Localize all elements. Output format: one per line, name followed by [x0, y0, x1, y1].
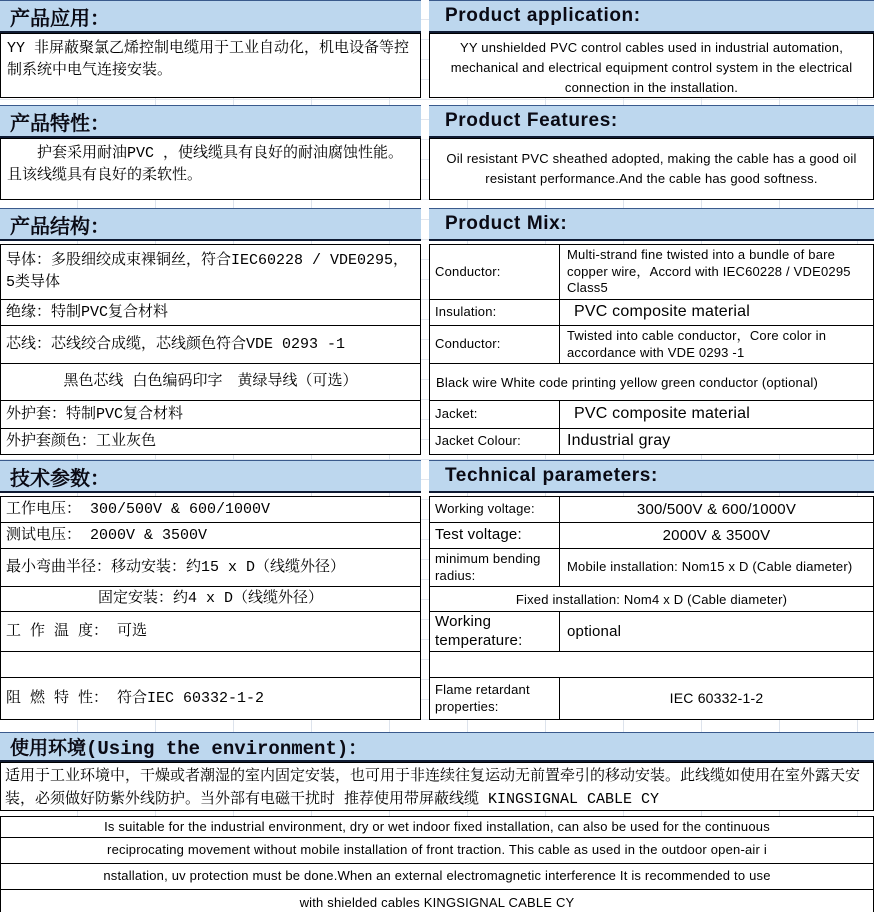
tech-table-zh — [0, 496, 421, 720]
mix-zh-row-jacket-colour: 外护套颜色：工业灰色 — [1, 429, 420, 454]
tech-en-value-fixed-install: Fixed installation: Nom4 x D (Cable diameter) — [515, 591, 788, 607]
mix-en-value-colors: Black wire White code printing yellow green conductor (optional) — [436, 374, 819, 390]
environment-header — [0, 732, 874, 762]
features-header-zh — [0, 105, 421, 138]
mix-table-zh — [0, 244, 421, 455]
application-title-en: Product application: — [445, 5, 641, 26]
tech-en-value-test-voltage: 2000V & 3500V — [662, 526, 771, 544]
section-tech-headers — [0, 460, 874, 493]
section-mix-headers — [0, 208, 874, 241]
application-header-zh — [0, 0, 421, 33]
tech-en-row-working-voltage — [430, 497, 873, 523]
features-body-zh: 护套采用耐油PVC ，使线缆具有良好的耐油腐蚀性能。且该线缆具有良好的柔软性。 — [0, 138, 421, 200]
tech-en-row-bending-radius — [430, 549, 873, 587]
tech-en-value-empty — [430, 663, 873, 667]
tech-en-label-working-voltage: Working voltage: — [430, 497, 560, 522]
environment-en-line-4: with shielded cables KINGSIGNAL CABLE CY — [299, 894, 575, 910]
tech-zh-row-working-temp: 工 作 温 度： 可选 — [1, 612, 420, 652]
tech-en-row-empty — [430, 652, 873, 678]
tech-en-label-flame-retardant: Flame retardant properties: — [430, 678, 560, 719]
tech-en-label-working-temp: Working temperature: — [430, 612, 560, 651]
application-body-zh: YY 非屏蔽聚氯乙烯控制电缆用于工业自动化，机电设备等控制系统中电气连接安装。 — [0, 33, 421, 98]
tech-en-value-working-temp: optional — [567, 622, 622, 640]
mix-en-label-jacket: Jacket: — [430, 401, 560, 428]
tech-zh-row-flame-retardant: 阻 燃 特 性： 符合IEC 60332-1-2 — [1, 678, 420, 719]
tech-en-row-fixed-install — [430, 587, 873, 612]
section-tech-tables — [0, 496, 874, 720]
mix-header-en — [429, 208, 874, 241]
tech-en-value-bending-radius: Mobile installation: Nom15 x D (Cable diameter) — [567, 559, 853, 575]
application-body-en: YY unshielded PVC control cables used in industrial automation, mechanical and electrical equipment control system in the electrical connection in the installation. — [429, 33, 874, 98]
mix-zh-row-insulation: 绝缘：特制PVC复合材料 — [1, 300, 420, 326]
application-header-en — [429, 0, 874, 33]
environment-en-line-3: nstallation, uv protection must be done.When an external electromagnetic interference It is recommended to use — [103, 868, 771, 884]
features-body-en: Oil resistant PVC sheathed adopted, making the cable has a good oil resistant performance.And the cable has good softness. — [429, 138, 874, 200]
tech-en-value-working-voltage: 300/500V & 600/1000V — [636, 500, 797, 518]
tech-title-en: Technical parameters: — [445, 465, 658, 486]
environment-body-en — [0, 816, 874, 912]
tech-en-row-test-voltage — [430, 523, 873, 549]
tech-en-value-flame-retardant: IEC 60332-1-2 — [669, 690, 764, 707]
environment-title: 使用环境(Using the environment)： — [10, 738, 368, 760]
mix-en-value-core: Twisted into cable conductor，Core color in accordance with VDE 0293 -1 — [567, 327, 827, 360]
environment-en-line-1: Is suitable for the industrial environment, dry or wet indoor fixed installation, can also be used for the continuous — [104, 818, 770, 834]
features-header-en — [429, 105, 874, 138]
tech-table-en — [429, 496, 874, 720]
features-title-zh: 产品特性： — [10, 112, 110, 135]
features-title-en: Product Features: — [445, 110, 618, 131]
tech-en-row-working-temp — [430, 612, 873, 652]
application-title-zh: 产品应用： — [10, 7, 110, 30]
mix-header-zh — [0, 208, 421, 241]
tech-zh-row-empty — [1, 652, 420, 678]
mix-en-row-conductor — [430, 245, 873, 300]
mix-en-value-jacket: PVC composite material — [574, 405, 751, 423]
mix-en-value-conductor: Multi-strand fine twisted into a bundle of bare copper wire，Accord with IEC60228 / VDE0295 Class5 — [567, 246, 851, 296]
mix-en-label-insulation: Insulation: — [430, 300, 560, 325]
mix-zh-row-conductor: 导体：多股细绞成束裸铜丝，符合IEC60228 / VDE0295，5类导体 — [1, 245, 420, 300]
mix-zh-row-core: 芯线：芯线绞合成缆，芯线颜色符合VDE 0293 -1 — [1, 326, 420, 364]
tech-en-row-flame-retardant — [430, 678, 873, 719]
mix-en-value-insulation: PVC composite material — [574, 303, 751, 321]
tech-title-zh: 技术参数： — [10, 467, 110, 490]
mix-en-row-insulation — [430, 300, 873, 326]
environment-body-zh: 适用于工业环境中，干燥或者潮湿的室内固定安装，也可用于非连续往复运动无前置牵引的移动安装。此线缆如使用在室外露天安装，必须做好防紫外线防护。当外部有电磁干扰时 推荐使用带屏蔽线缆 KINGSIGNAL CABLE CY — [0, 762, 874, 811]
mix-en-row-core — [430, 326, 873, 364]
mix-title-en: Product Mix: — [445, 213, 568, 234]
tech-header-zh — [0, 460, 421, 493]
section-features — [0, 105, 874, 200]
tech-en-label-test-voltage: Test voltage: — [430, 523, 560, 548]
section-mix-tables — [0, 244, 874, 455]
tech-en-label-bending-radius: minimum bending radius: — [430, 549, 560, 586]
mix-table-en — [429, 244, 874, 455]
section-application — [0, 0, 874, 98]
mix-zh-row-jacket: 外护套：特制PVC复合材料 — [1, 401, 420, 429]
tech-zh-row-fixed-install: 固定安装：约4 x D（线缆外径） — [1, 587, 420, 612]
mix-en-label-core: Conductor: — [430, 326, 560, 363]
mix-en-value-jacket-colour: Industrial gray — [567, 432, 671, 450]
mix-en-label-conductor: Conductor: — [430, 245, 560, 299]
tech-header-en — [429, 460, 874, 493]
mix-title-zh: 产品结构： — [10, 215, 110, 238]
mix-en-row-jacket — [430, 401, 873, 429]
mix-en-label-jacket-colour: Jacket Colour: — [430, 429, 560, 454]
tech-zh-row-working-voltage: 工作电压： 300/500V & 600/1000V — [1, 497, 420, 523]
environment-en-line-2: reciprocating movement without mobile installation of front traction. This cable as used in the outdoor open-air i — [107, 842, 767, 858]
tech-zh-row-test-voltage: 测试电压： 2000V & 3500V — [1, 523, 420, 549]
mix-en-row-jacket-colour — [430, 429, 873, 454]
mix-en-row-colors — [430, 364, 873, 401]
mix-zh-row-colors: 黑色芯线 白色编码印字 黄绿导线（可选） — [1, 364, 420, 401]
tech-zh-row-bending-radius: 最小弯曲半径：移动安装：约15 x D（线缆外径） — [1, 549, 420, 587]
